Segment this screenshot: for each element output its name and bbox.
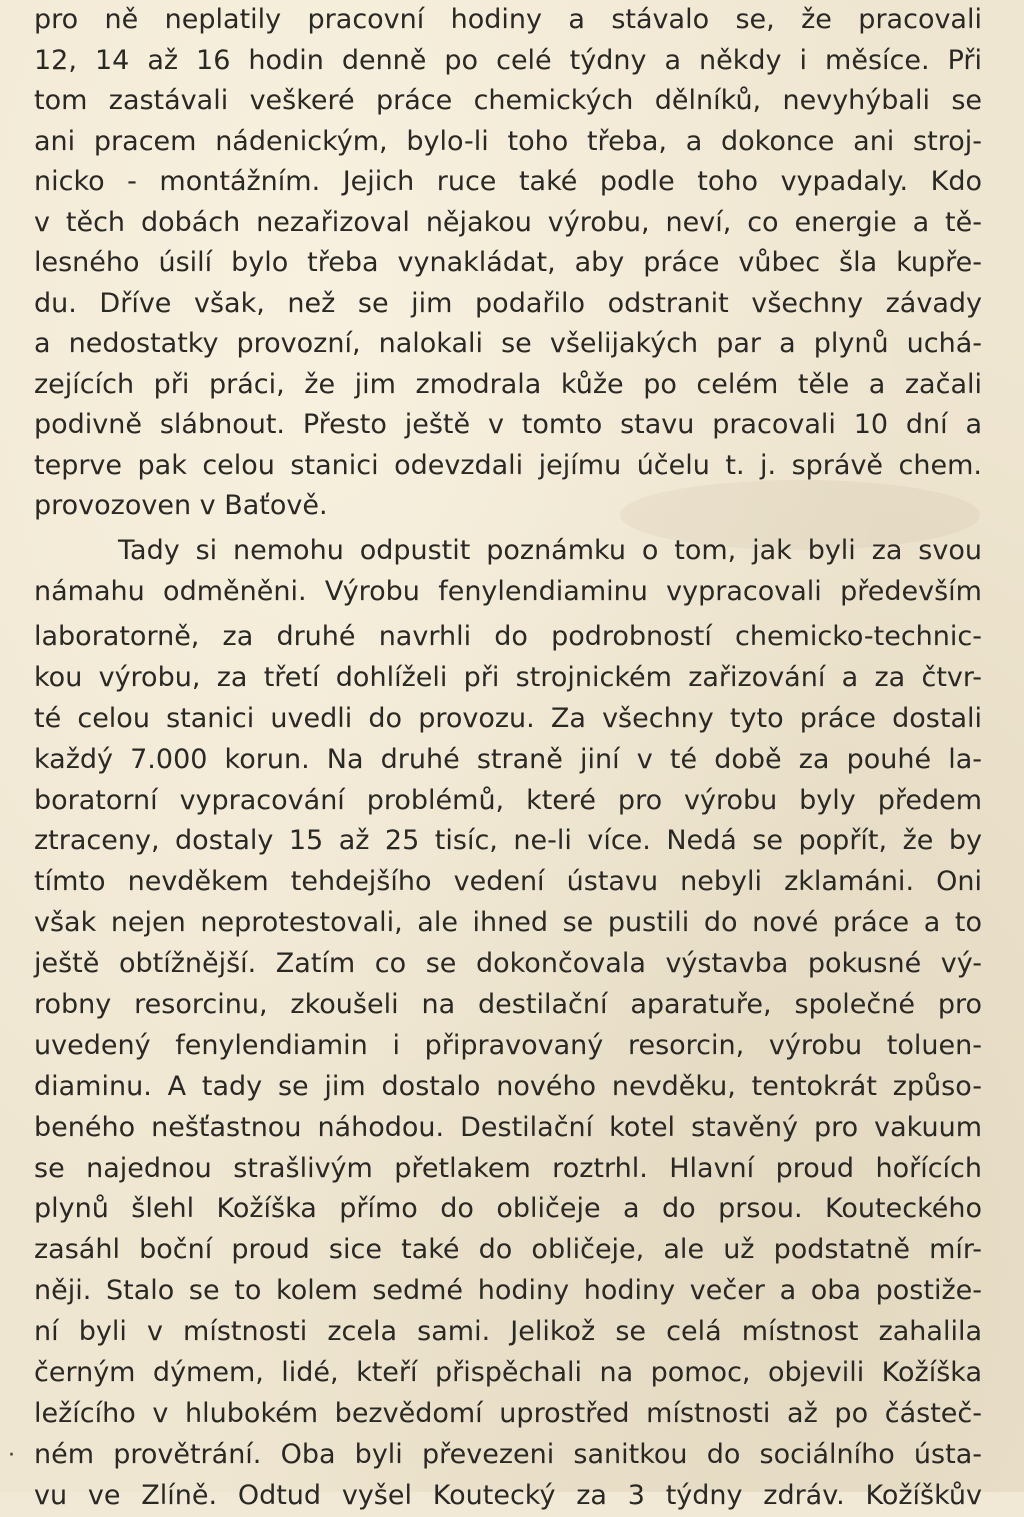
text-line: 12, 14 až 16 hodin denně po celé týdny a někdy i měsíce. Při <box>34 44 982 76</box>
text-line: teprve pak celou stanici odevzdali jejímu účelu t. j. správě chem. <box>34 449 982 481</box>
text-line: námahu odměněni. Výrobu fenylendiaminu vypracovali především <box>34 575 982 607</box>
text-line: robny resorcinu, zkoušeli na destilační aparatuře, společné pro <box>34 989 982 1021</box>
text-line: a nedostatky provozní, nalokali se všelijakých par a plynů uchá- <box>34 328 982 359</box>
text-line: ležícího v hlubokém bezvědomí uprostřed místnosti až po částeč- <box>34 1397 982 1429</box>
text-line: provozoven v Baťově. <box>34 490 328 521</box>
text-line: zasáhl boční proud sice také do obličeje, ale už podstatně mír- <box>34 1234 982 1266</box>
text-line: zejících při práci, že jim zmodrala kůže po celém těle a začali <box>34 368 982 400</box>
text-line: du. Dříve však, než se jim podařilo odstranit všechny závady <box>34 287 982 319</box>
text-line: Tady si nemohu odpustit poznámku o tom, jak byli za svou <box>118 535 982 566</box>
text-line: diaminu. A tady se jim dostalo nového nevděku, tentokrát způso- <box>34 1070 982 1102</box>
text-line: uvedený fenylendiamin i připravovaný resorcin, výrobu toluen- <box>34 1029 982 1061</box>
text-line: ještě obtížnější. Zatím co se dokončovala výstavba pokusné vý- <box>34 948 982 980</box>
text-line: kou výrobu, za třetí dohlíželi při strojnickém zařizování a za čtvr- <box>34 661 982 693</box>
text-line: každý 7.000 korun. Na druhé straně jiní v té době za pouhé la- <box>34 743 982 775</box>
paragraph-1 <box>34 0 982 527</box>
text-line: ní byli v místnosti zcela sami. Jelikož se celá místnost zahalila <box>34 1316 982 1348</box>
text-line: plynů šlehl Kožíška přímo do obličeje a do prsou. Kouteckého <box>34 1193 982 1225</box>
text-line: pro ně neplatily pracovní hodiny a stávalo se, že pracovali <box>34 4 982 35</box>
text-line: vu ve Zlíně. Odtud vyšel Koutecký za 3 týdny zdráv. Kožíškův <box>34 1479 982 1511</box>
text-line: ném provětrání. Oba byli převezeni sanitkou do sociálního ústa- <box>34 1438 982 1470</box>
paragraph-2 <box>34 531 982 612</box>
text-line: tímto nevděkem tehdejšího vedení ústavu nebyli zklamáni. Oni <box>34 866 982 898</box>
text-line: ztraceny, dostaly 15 až 25 tisíc, ne-li více. Nedá se popřít, že by <box>34 825 982 857</box>
text-line: ani pracem nádenickým, bylo-li toho třeba, a dokonce ani stroj- <box>34 125 982 157</box>
text-line: se najednou strašlivým přetlakem roztrhl. Hlavní proud hořících <box>34 1152 982 1184</box>
text-line: něji. Stalo se to kolem sedmé hodiny hodiny večer a oba postiže- <box>34 1275 982 1307</box>
text-line: tom zastávali veškeré práce chemických dělníků, nevyhýbali se <box>34 85 982 116</box>
text-line: nicko - montážním. Jejich ruce také podle toho vypadaly. Kdo <box>34 166 982 197</box>
text-line: té celou stanici uvedli do provozu. Za všechny tyto práce dostali <box>34 702 982 734</box>
text-line: boratorní vypracování problémů, které pro výrobu byly předem <box>34 784 982 816</box>
text-line: však nejen neprotestovali, ale ihned se pustili do nové práce a to <box>34 907 982 939</box>
margin-mark: · <box>8 1443 15 1468</box>
text-line: podivně slábnout. Přesto ještě v tomto stavu pracovali 10 dní a <box>34 409 982 440</box>
text-line: černým dýmem, lidé, kteří přispěchali na pomoc, objevili Kožíška <box>34 1357 982 1389</box>
text-line: beného nešťastnou náhodou. Destilační kotel stavěný pro vakuum <box>34 1111 982 1143</box>
paragraph-3 <box>34 617 982 1517</box>
text-line: v těch dobách nezařizoval nějakou výrobu, neví, co energie a tě- <box>34 206 982 238</box>
text-line: laboratorně, za druhé navrhli do podrobností chemicko-technic- <box>34 621 982 652</box>
text-line: lesného úsilí bylo třeba vynakládat, aby práce vůbec šla kupře- <box>34 247 982 278</box>
